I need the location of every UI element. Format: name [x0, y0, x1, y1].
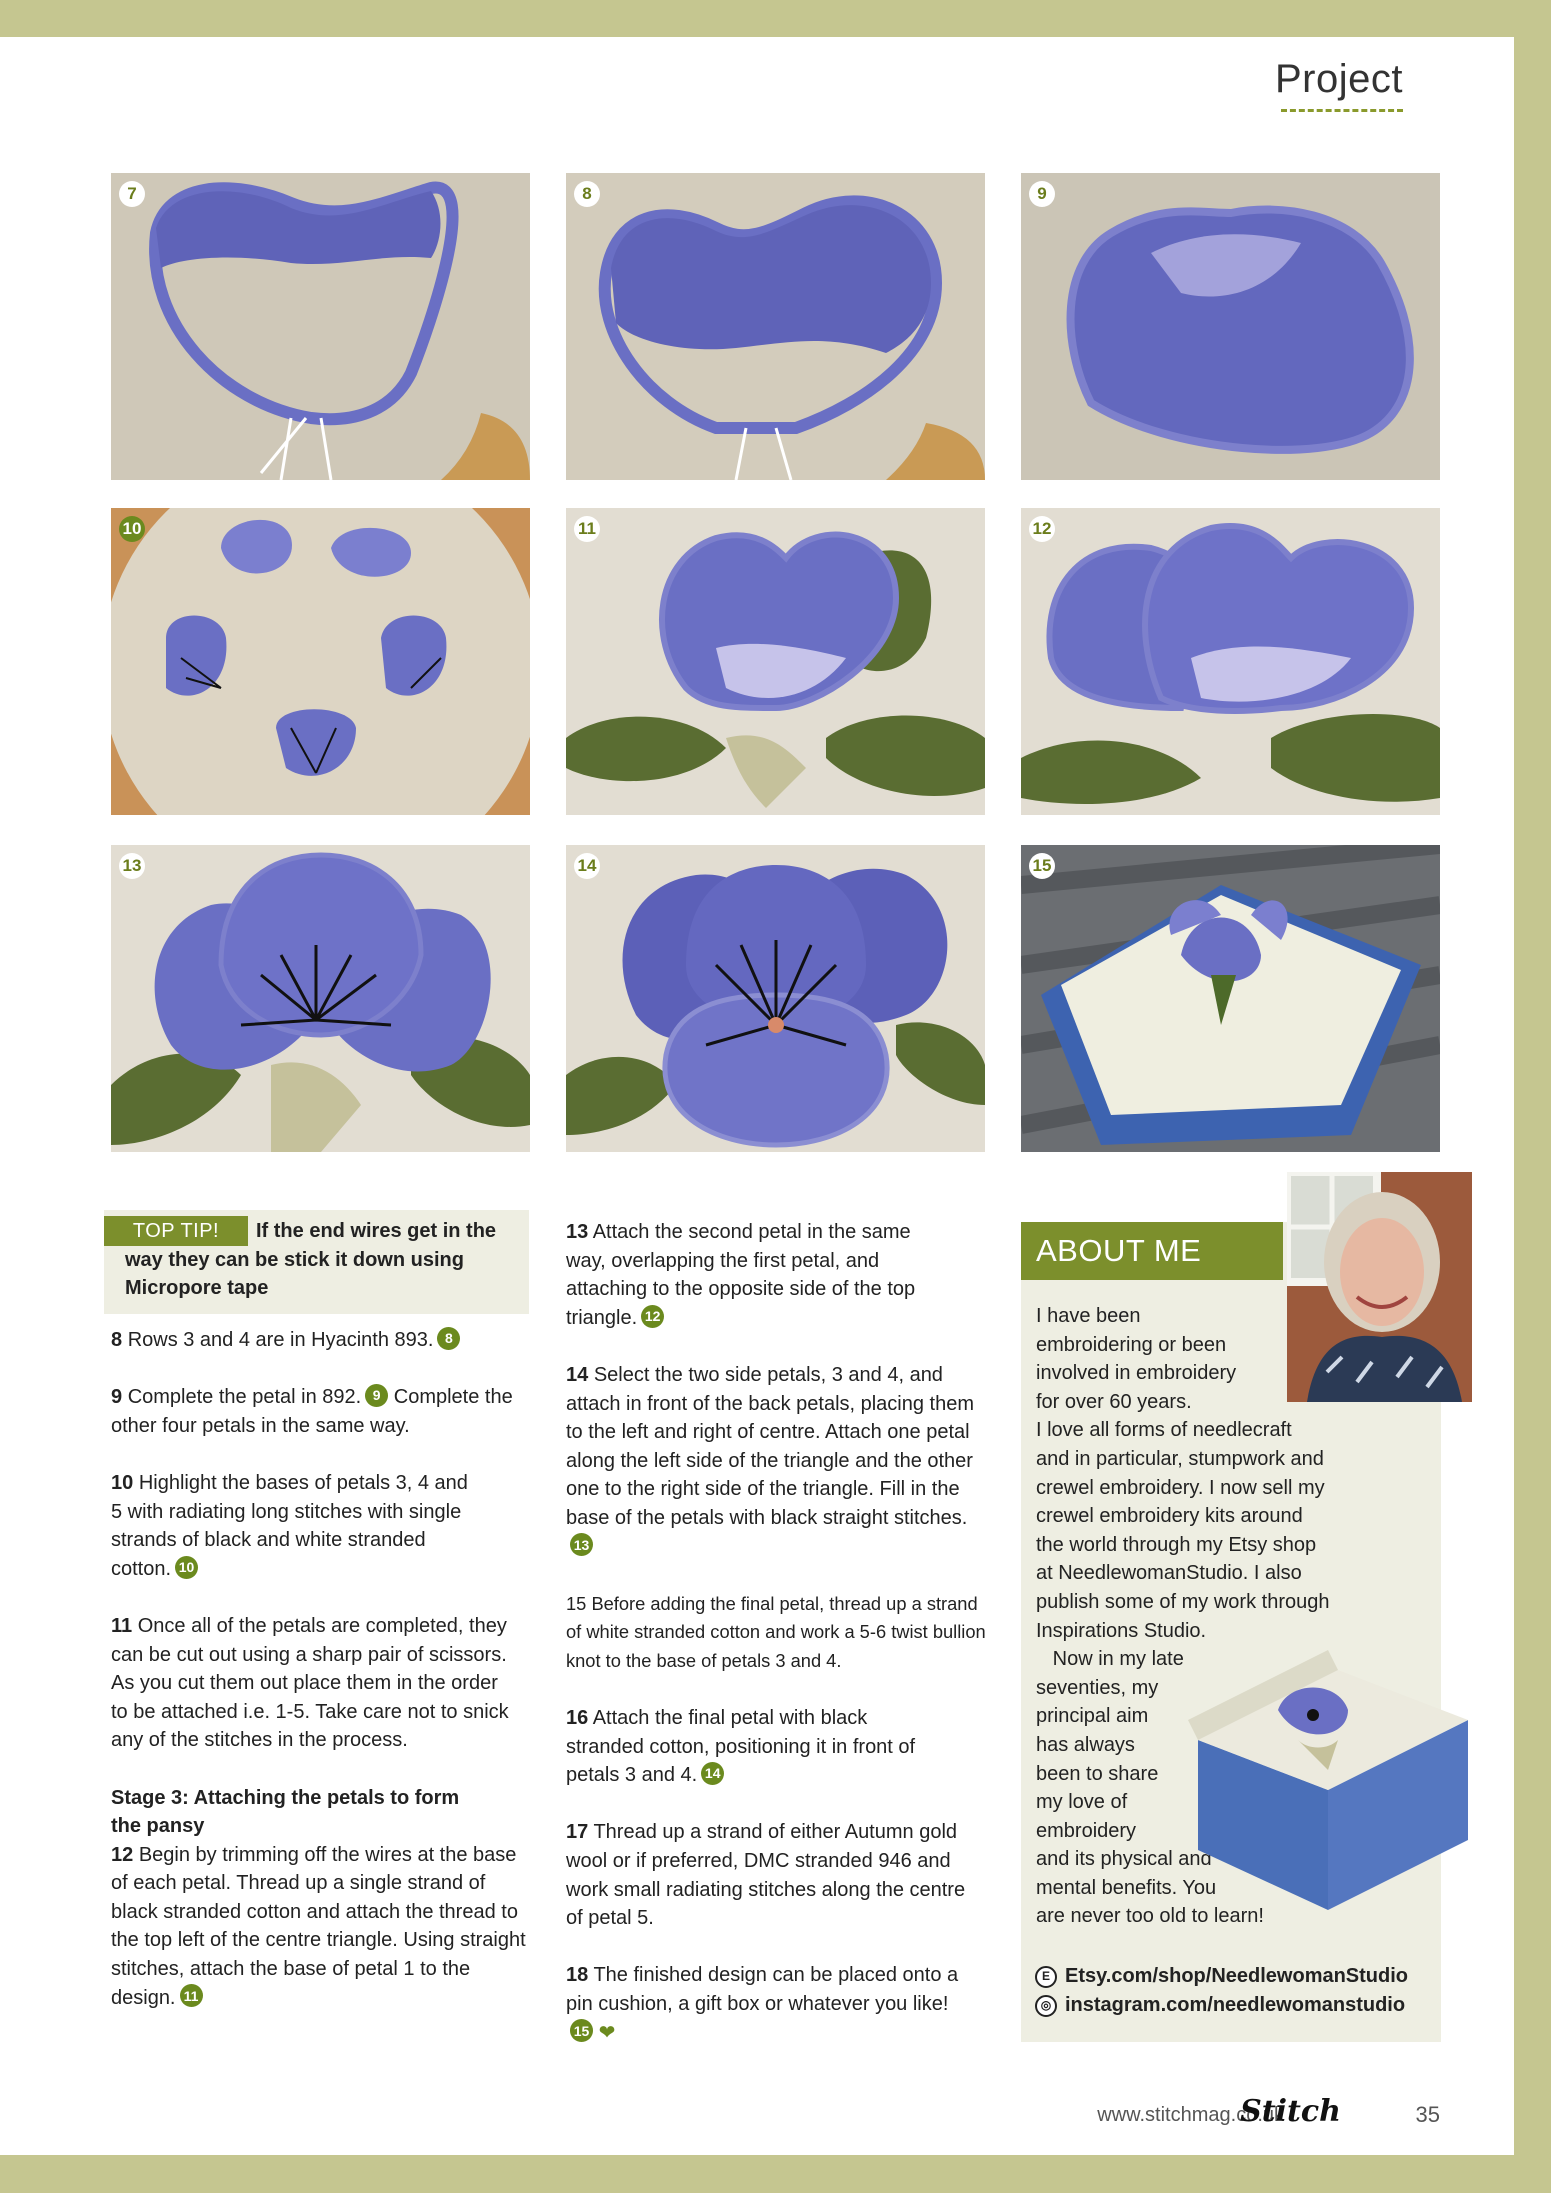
etsy-icon: E [1035, 1966, 1057, 1988]
heart-icon: ❤ [598, 2021, 616, 2044]
step-10-paragraph [111, 1469, 481, 1583]
about-line: involved in embroidery [1036, 1362, 1237, 1385]
step-text: Rows 3 and 4 are in Hyacinth 893. [127, 1329, 434, 1351]
step-photo-12 [1021, 508, 1440, 815]
about-line: principal aim [1036, 1705, 1149, 1728]
about-line: I love all forms of needlecraft [1036, 1419, 1292, 1442]
step-number: 9 [111, 1386, 123, 1409]
step-number: 16 [566, 1707, 589, 1730]
photo-ref-badge: 11 [180, 1984, 203, 2007]
step-text: Complete the other four petals in the same way. [111, 1386, 513, 1437]
step-number: 13 [566, 1221, 589, 1243]
step-text: Attach the second petal in the same way, overlapping the first petal, and attaching to the opposite side of the top triangle. [566, 1221, 916, 1329]
step-16-paragraph [566, 1704, 946, 1790]
step-photo-10 [111, 508, 530, 815]
about-line: at NeedlewomanStudio. I also [1036, 1562, 1302, 1585]
about-line: Now in my late [1036, 1648, 1184, 1671]
step-9-paragraph [111, 1383, 531, 1440]
about-line: embroidery [1036, 1819, 1137, 1842]
top-tip-text: If the end wires get in the way they can be stick it down using Micropore tape [125, 1220, 497, 1299]
step-photo-13 [111, 845, 530, 1152]
step-number: 15 [566, 1592, 587, 1614]
step-badge: 13 [119, 853, 145, 879]
step-text: Select the two side petals, 3 and 4, and attach in front of the back petals, placing them to the left and right of centre. Attach one petal along the left side of the triangle and the other one to the right side of the triangle. Fill in the base of the petals with black straight stitches. [566, 1363, 975, 1529]
step-photo-9 [1021, 173, 1440, 480]
step-badge: 11 [574, 516, 600, 542]
photo-ref-badge: 13 [570, 1533, 593, 1556]
about-line: the world through my Etsy shop [1036, 1533, 1317, 1556]
step-11-paragraph [111, 1612, 516, 1755]
instagram-link[interactable] [1035, 1991, 1408, 2020]
step-badge: 10 [119, 516, 145, 542]
about-line: are never too old to learn! [1036, 1905, 1264, 1928]
about-line: my love of [1036, 1791, 1128, 1814]
gift-box-photo [1178, 1650, 1478, 1910]
magazine-logo: Stitch [1240, 2094, 1341, 2129]
step-number: 8 [111, 1329, 123, 1351]
step-8-paragraph [111, 1326, 531, 1355]
step-text: Begin by trimming off the wires at the base of each petal. Thread up a single strand of black stranded cotton and attach the thread to the top left of the centre triangle. Using straight stitches, attach the base of petal 1 to the design. [111, 1843, 526, 2009]
about-line: and in particular, stumpwork and [1036, 1447, 1324, 1470]
about-line: for over 60 years. [1036, 1390, 1192, 1413]
step-badge: 7 [119, 181, 145, 207]
step-photo-7 [111, 173, 530, 480]
instagram-icon: ◎ [1035, 1995, 1057, 2017]
photo-ref-badge: 15 [570, 2019, 593, 2042]
photo-ref-badge: 10 [175, 1556, 198, 1579]
step-badge: 8 [574, 181, 600, 207]
step-photo-15 [1021, 845, 1440, 1152]
etsy-link[interactable] [1035, 1962, 1408, 1991]
about-line: seventies, my [1036, 1676, 1159, 1699]
page-footer [0, 2094, 1440, 2140]
step-18-paragraph [566, 1961, 966, 2047]
etsy-url[interactable]: Etsy.com/shop/NeedlewomanStudio [1065, 1965, 1409, 1987]
photo-ref-badge: 12 [641, 1305, 664, 1328]
about-me-heading: ABOUT ME [1021, 1222, 1283, 1280]
column-left [111, 1326, 531, 2012]
about-line: Inspirations Studio. [1036, 1619, 1207, 1642]
step-text: Before adding the final petal, thread up a strand of white stranded cotton and work a 5-6 twist bullion knot to the base of petals 3 and 4. [566, 1592, 986, 1671]
section-underline [1281, 109, 1403, 112]
step-text: Attach the final petal with black stranded cotton, positioning it in front of petals 3 and 4. [566, 1707, 916, 1787]
step-text: Complete the petal in 892. [127, 1386, 362, 1409]
step-17-paragraph [566, 1818, 986, 1932]
step-photo-11 [566, 508, 985, 815]
step-number: 11 [111, 1614, 133, 1637]
step-number: 12 [111, 1843, 134, 1866]
photo-ref-badge: 8 [437, 1327, 460, 1350]
about-line: been to share [1036, 1762, 1159, 1785]
about-line: I have been [1036, 1305, 1141, 1327]
about-line: crewel embroidery kits around [1036, 1505, 1303, 1528]
top-tip-box [104, 1210, 529, 1314]
step-number: 10 [111, 1471, 134, 1494]
about-line: publish some of my work through [1036, 1590, 1330, 1613]
photo-ref-badge: 9 [365, 1384, 388, 1407]
step-badge: 9 [1029, 181, 1055, 207]
step-number: 18 [566, 1964, 589, 1987]
step-text: Thread up a strand of either Autumn gold wool or if preferred, DMC stranded 946 and work small radiating stitches along the centre of petal 5. [566, 1821, 966, 1930]
about-line: crewel embroidery. I now sell my [1036, 1476, 1325, 1499]
step-15-paragraph [566, 1590, 986, 1676]
section-title: Project [1275, 57, 1403, 101]
page-number: 35 [1415, 2102, 1440, 2127]
author-portrait [1287, 1172, 1472, 1402]
step-text: The finished design can be placed onto a pin cushion, a gift box or whatever you like! [566, 1964, 959, 2016]
about-line: and its physical and [1036, 1848, 1212, 1871]
step-photo-8 [566, 173, 985, 480]
photo-ref-badge: 14 [701, 1762, 724, 1785]
step-number: 17 [566, 1821, 589, 1844]
step-text: Once all of the petals are completed, they can be cut out using a sharp pair of scissors. As you cut them out place them in the order to be attached i.e. 1-5. Take care not to snick any of the stitches in the process. [111, 1614, 509, 1752]
stage-3-paragraph [111, 1784, 531, 2013]
about-line: has always [1036, 1733, 1135, 1756]
step-14-paragraph [566, 1361, 986, 1561]
step-badge: 14 [574, 853, 600, 879]
top-tip-label: TOP TIP! [104, 1216, 248, 1246]
footer-url: www.stitchmag.co.uk [1097, 2104, 1284, 2126]
about-line: embroidering or been [1036, 1333, 1227, 1356]
stage-heading: Stage 3: Attaching the petals to form the pansy [111, 1786, 460, 1838]
step-badge: 12 [1029, 516, 1055, 542]
step-photo-14 [566, 845, 985, 1152]
step-13-paragraph [566, 1218, 936, 1332]
social-links [1035, 1962, 1408, 2020]
about-line: mental benefits. You [1036, 1876, 1217, 1899]
instagram-url[interactable]: instagram.com/needlewomanstudio [1065, 1994, 1406, 2016]
column-middle [566, 1218, 986, 2076]
step-number: 14 [566, 1363, 589, 1386]
step-text: Highlight the bases of petals 3, 4 and 5 with radiating long stitches with single strands of black and white stranded cotton. [111, 1471, 468, 1580]
step-badge: 15 [1029, 853, 1055, 879]
